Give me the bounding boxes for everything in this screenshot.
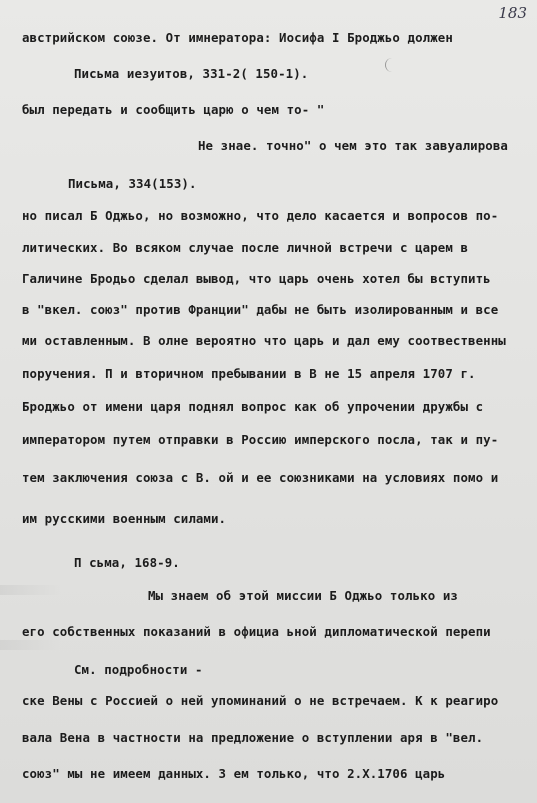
text-line: тем заключения союза с В. ой и ее союзниками на условиях помо и bbox=[22, 470, 499, 485]
text-line: ми оставленным. В олне вероятно что царь и дал ему соотвественны bbox=[22, 333, 506, 348]
text-line: литических. Во всяком случае после личной встречи с царем в bbox=[22, 240, 469, 255]
footnote-line: Не знае. точно" о чем это так завуалирова bbox=[198, 138, 508, 153]
text-line: поручения. П и вторичном пребывании в В не 15 апреля 1707 г. bbox=[22, 366, 476, 381]
text-line: ске Вены с Россией о ней упоминаний о не встречаем. К к реагиро bbox=[22, 693, 499, 708]
faint-bleed-through bbox=[0, 585, 60, 595]
faint-bleed-through bbox=[0, 640, 60, 650]
text-line: австрийском союзе. От имнератора: Иосифа I Броджьо должен bbox=[22, 30, 453, 45]
text-line: в "вкел. союз" против Франции" дабы не быть изолированным и все bbox=[22, 302, 499, 317]
text-line: императором путем отправки в Россию имперского посла, так и пу- bbox=[22, 432, 499, 447]
text-line: союз" мы не имеем данных. З ем только, что 2.X.1706 царь bbox=[22, 766, 446, 781]
footnote-line: П сьма, 168-9. bbox=[74, 555, 180, 570]
pencil-mark bbox=[385, 58, 396, 72]
text-line: им русскими военным силами. bbox=[22, 511, 227, 526]
footnote-line: См. подробности - bbox=[74, 662, 203, 677]
footnote-line: Письма иезуитов, 331-2( 150-1). bbox=[74, 66, 309, 81]
text-line: был передать и сообщить царю о чем то- " bbox=[22, 102, 325, 117]
text-line: его собственных показаний в официа ьной дипломатической перепи bbox=[22, 624, 491, 639]
text-line: Галичине Бродьо сделал вывод, что царь очень хотел бы вступить bbox=[22, 271, 491, 286]
text-line: но писал Б Оджьо, но возможно, что дело касается и вопросов по- bbox=[22, 208, 499, 223]
text-line: Мы знаем об этой миссии Б Оджьо только из bbox=[148, 588, 458, 603]
text-line: вала Вена в частности на предложение о вступлении аря в "вел. bbox=[22, 730, 484, 745]
footnote-line: Письма, 334(153). bbox=[68, 176, 197, 191]
page-number: 183 bbox=[498, 4, 527, 22]
text-line: Броджьо от имени царя поднял вопрос как об упрочении дружбы с bbox=[22, 399, 484, 414]
